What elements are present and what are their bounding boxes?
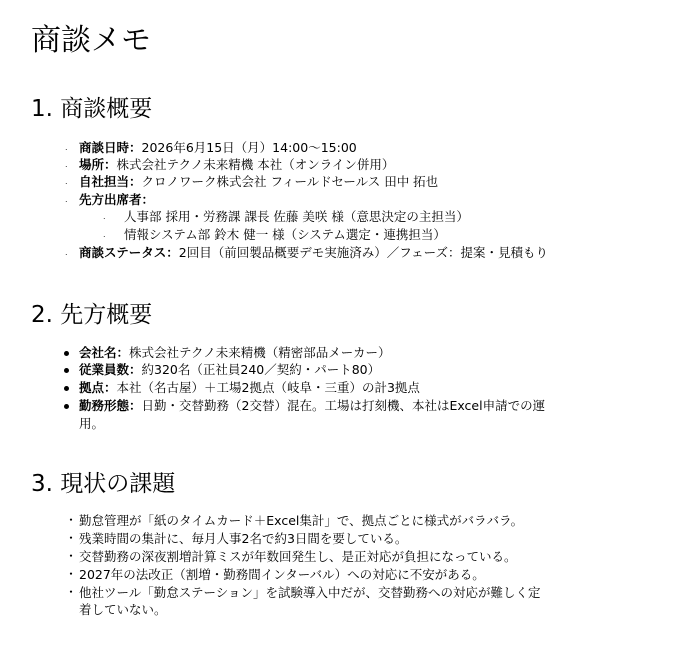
bullet-marker: ・ (65, 531, 78, 545)
bullet-marker: ・ (65, 567, 78, 581)
item-value: 日勤・交替勤務（2交替）混在。工場は打刻機、本社はExcel申請での運 (141, 398, 546, 413)
list-item-continuation: 用。 (79, 416, 105, 431)
list-item: 他社ツール「勤怠ステーション」を試験導入中だが、交替勤務への対応が難しく定 (79, 585, 541, 600)
bullet-marker: ・ (65, 513, 78, 527)
item-value: 2回目（前回製品概要デモ実施済み）／フェーズ：提案・見積もり (178, 245, 548, 260)
section-heading-issues: 3. 現状の課題 (31, 471, 176, 497)
item-label: 場所： (79, 157, 117, 172)
bullet-dot (64, 351, 69, 356)
item-label: 商談ステータス： (79, 245, 179, 260)
list-item: 交替勤務の深夜割増計算ミスが年数回発生し、是正対応が負担になっている。 (79, 549, 517, 564)
list-item: 2027年の法改正（割増・勤務間インターバル）への対応に不安がある。 (79, 567, 485, 582)
document-title: 商談メモ (31, 23, 151, 58)
bullet-marker: . (65, 143, 68, 152)
section-heading-client: 2. 先方概要 (31, 302, 153, 328)
item-label: 商談日時： (79, 140, 142, 155)
item-label: 自社担当： (79, 174, 142, 189)
list-item (79, 245, 548, 261)
item-value: 株式会社テクノ未来精機 本社（オンライン併用） (116, 157, 395, 172)
sub-bullet-marker: . (103, 212, 106, 221)
sub-list-item: 情報システム部 鈴木 健一 様（システム選定・連携担当） (124, 227, 446, 242)
bullet-dot (64, 368, 69, 373)
bullet-marker: ・ (65, 585, 78, 599)
bullet-marker: . (65, 177, 68, 186)
bullet-marker: . (65, 195, 68, 204)
item-label: 会社名： (79, 345, 130, 360)
bullet-dot (64, 386, 69, 391)
list-item (79, 174, 438, 190)
sub-list-item: 人事部 採用・労務課 課長 佐藤 美咲 様（意思決定の主担当） (124, 209, 469, 224)
item-value: 2026年6月15日（月）14:00〜15:00 (141, 140, 357, 155)
section-heading-overview: 1. 商談概要 (31, 96, 153, 122)
sub-bullet-marker: . (103, 230, 106, 239)
list-item (79, 157, 394, 173)
item-value: 本社（名古屋）＋工場2拠点（岐阜・三重）の計3拠点 (116, 380, 420, 395)
bullet-marker: . (65, 248, 68, 257)
list-item (79, 398, 545, 414)
bullet-marker: ・ (65, 549, 78, 563)
item-value: 株式会社テクノ未来精機（精密部品メーカー） (129, 345, 391, 360)
bullet-marker: . (65, 160, 68, 169)
list-item-continuation: 着していない。 (79, 602, 167, 617)
list-item (79, 362, 380, 378)
item-label: 拠点： (79, 380, 117, 395)
list-item (79, 345, 391, 361)
bullet-dot (64, 404, 69, 409)
item-value: 約320名（正社員240／契約・パート80） (141, 362, 381, 377)
list-item (79, 380, 420, 396)
list-item: 残業時間の集計に、毎月人事2名で約3日間を要している。 (79, 531, 408, 546)
list-item (79, 140, 357, 156)
list-item (79, 192, 154, 208)
list-item: 勤怠管理が「紙のタイムカード＋Excel集計」で、拠点ごとに様式がバラバラ。 (79, 513, 524, 528)
item-label: 勤務形態： (79, 398, 142, 413)
item-label: 従業員数： (79, 362, 142, 377)
item-value: クロノワーク株式会社 フィールドセールス 田中 拓也 (141, 174, 439, 189)
item-label: 先方出席者： (79, 192, 155, 207)
